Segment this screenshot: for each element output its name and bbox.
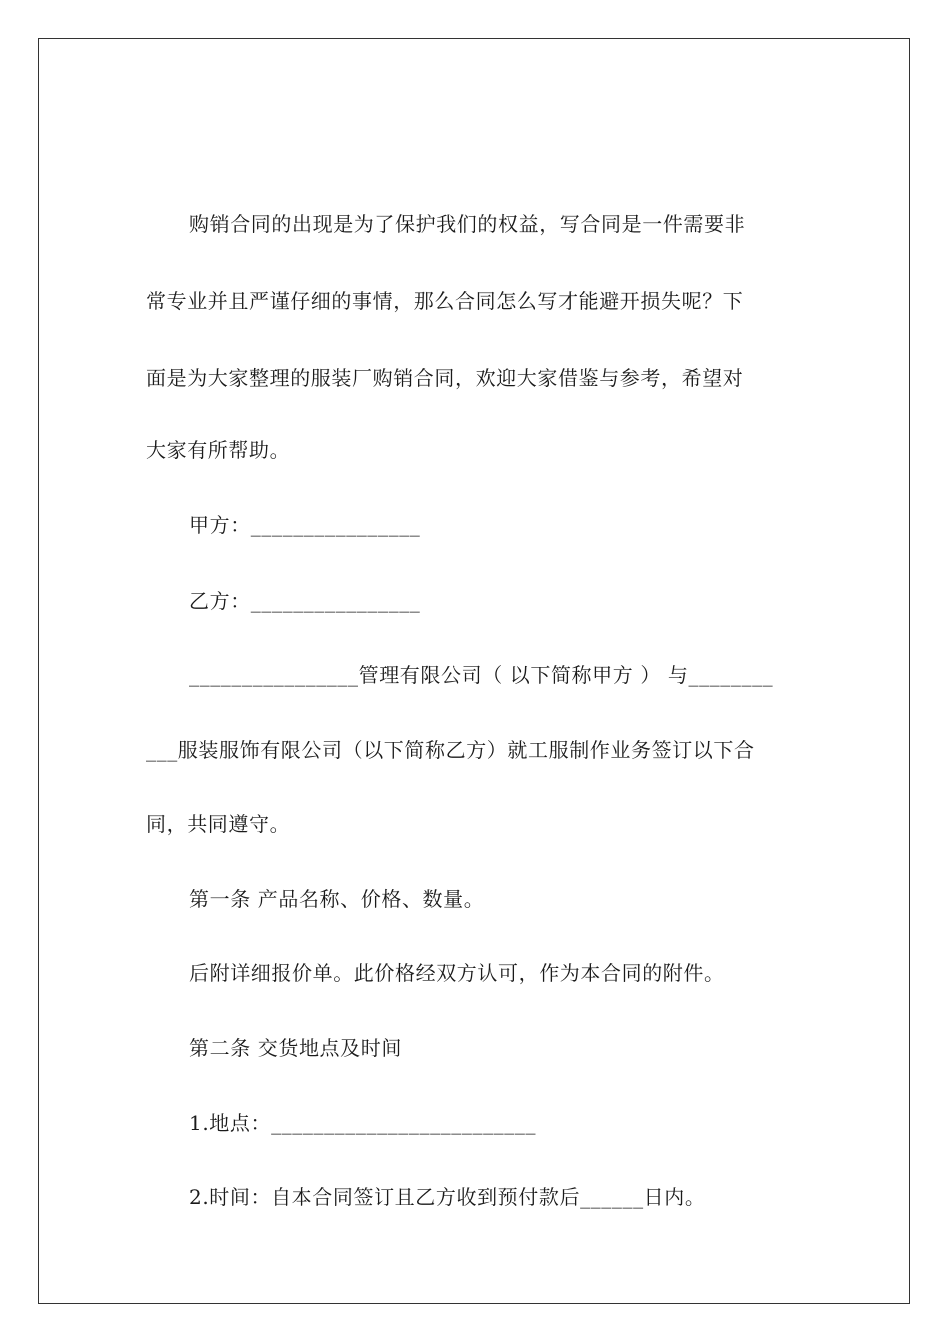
article-2-time: 2.时间：自本合同签订且乙方收到预付款后______日内。 bbox=[189, 1185, 706, 1209]
intro-line-2: 常专业并且严谨仔细的事情，那么合同怎么写才能避开损失呢？下 bbox=[146, 289, 744, 313]
parties-line-1: ________________管理有限公司（ 以下简称甲方 ） 与________ bbox=[189, 663, 774, 687]
article-2-location: 1.地点：_________________________ bbox=[189, 1111, 537, 1135]
party-a-line: 甲方：________________ bbox=[189, 513, 421, 537]
parties-line-3: 同，共同遵守。 bbox=[146, 812, 291, 836]
parties-line-2: ___服装服饰有限公司（以下简称乙方）就工服制作业务签订以下合 bbox=[146, 738, 755, 762]
article-1-heading: 第一条 产品名称、价格、数量。 bbox=[189, 887, 485, 911]
intro-line-1: 购销合同的出现是为了保护我们的权益，写合同是一件需要非 bbox=[189, 212, 746, 236]
intro-line-3: 面是为大家整理的服装厂购销合同，欢迎大家借鉴与参考，希望对 bbox=[146, 366, 744, 390]
intro-line-4: 大家有所帮助。 bbox=[146, 438, 291, 462]
article-1-text: 后附详细报价单。此价格经双方认可，作为本合同的附件。 bbox=[189, 961, 725, 985]
party-b-line: 乙方：________________ bbox=[189, 589, 421, 613]
article-2-heading: 第二条 交货地点及时间 bbox=[189, 1036, 402, 1060]
